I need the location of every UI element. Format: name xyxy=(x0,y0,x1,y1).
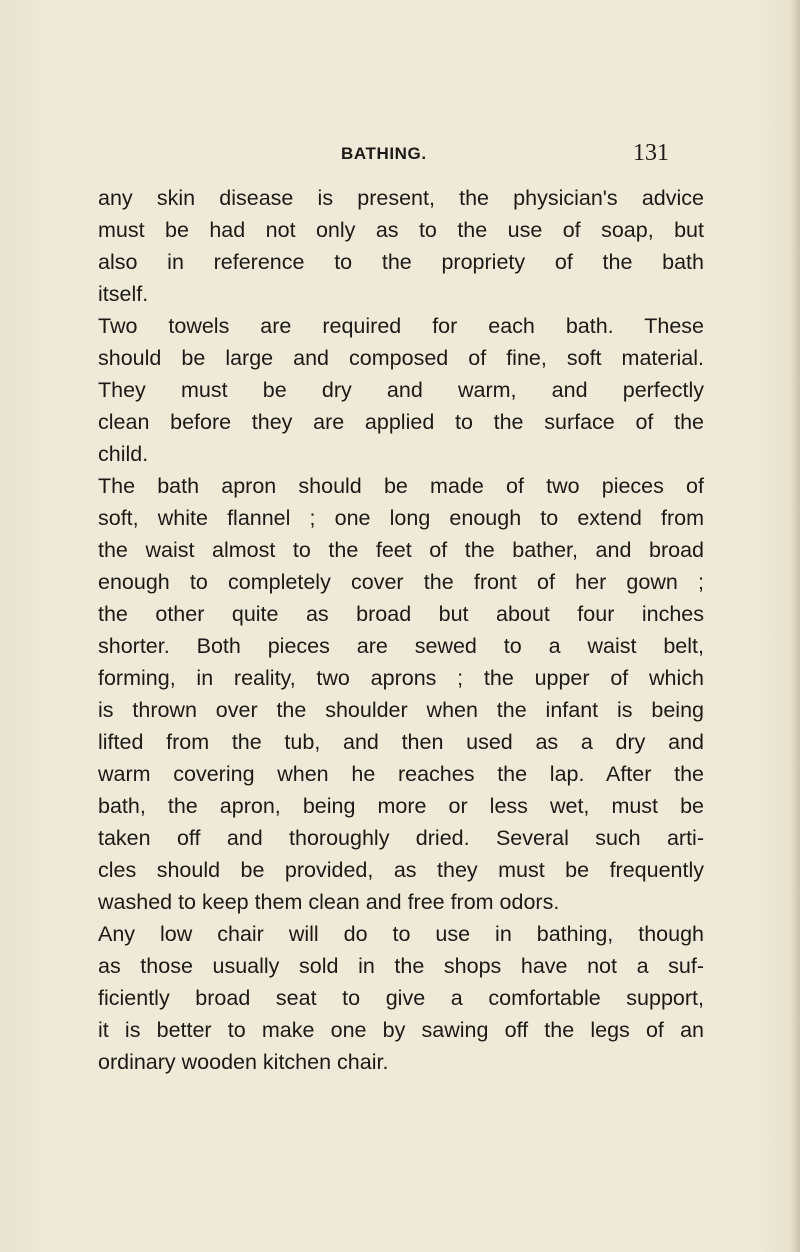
text-line: any skin disease is present, the physician's advice xyxy=(98,186,704,210)
text-line: cles should be provided, as they must be frequently xyxy=(98,858,704,882)
page-number: 131 xyxy=(633,140,669,166)
text-line: the other quite as broad but about four inches xyxy=(98,602,704,626)
text-line: shorter. Both pieces are sewed to a waist belt, xyxy=(98,634,704,658)
text-line: Two towels are required for each bath. These xyxy=(98,314,704,338)
text-line: itself. xyxy=(98,282,149,306)
running-title: BATHING. xyxy=(341,144,427,163)
text-line: lifted from the tub, and then used as a dry and xyxy=(98,730,704,754)
text-line: clean before they are applied to the surface of the xyxy=(98,410,704,434)
running-head xyxy=(0,140,800,170)
text-line: They must be dry and warm, and perfectly xyxy=(98,378,704,402)
text-line: Any low chair will do to use in bathing, though xyxy=(98,922,704,946)
text-line: warm covering when he reaches the lap. After the xyxy=(98,762,704,786)
text-line: is thrown over the shoulder when the infant is being xyxy=(98,698,704,722)
text-line: The bath apron should be made of two pieces of xyxy=(98,474,704,498)
body-text xyxy=(98,182,704,1078)
text-line: the waist almost to the feet of the bather, and broad xyxy=(98,538,704,562)
text-line: forming, in reality, two aprons ; the upper of which xyxy=(98,666,704,690)
text-line: it is better to make one by sawing off the legs of an xyxy=(98,1018,704,1042)
text-line: washed to keep them clean and free from odors. xyxy=(98,890,560,914)
text-line: bath, the apron, being more or less wet, must be xyxy=(98,794,704,818)
page-edge-shadow xyxy=(790,0,800,1252)
text-line: as those usually sold in the shops have not a suf- xyxy=(98,954,704,978)
text-line: must be had not only as to the use of soap, but xyxy=(98,218,704,242)
text-line: also in reference to the propriety of the bath xyxy=(98,250,704,274)
text-line: ficiently broad seat to give a comfortable support, xyxy=(98,986,704,1010)
text-line: enough to completely cover the front of her gown ; xyxy=(98,570,704,594)
text-line: ordinary wooden kitchen chair. xyxy=(98,1050,389,1074)
text-line: child. xyxy=(98,442,149,466)
text-line: soft, white flannel ; one long enough to extend from xyxy=(98,506,704,530)
text-line: taken off and thoroughly dried. Several such arti- xyxy=(98,826,704,850)
text-line: should be large and composed of fine, soft material. xyxy=(98,346,704,370)
